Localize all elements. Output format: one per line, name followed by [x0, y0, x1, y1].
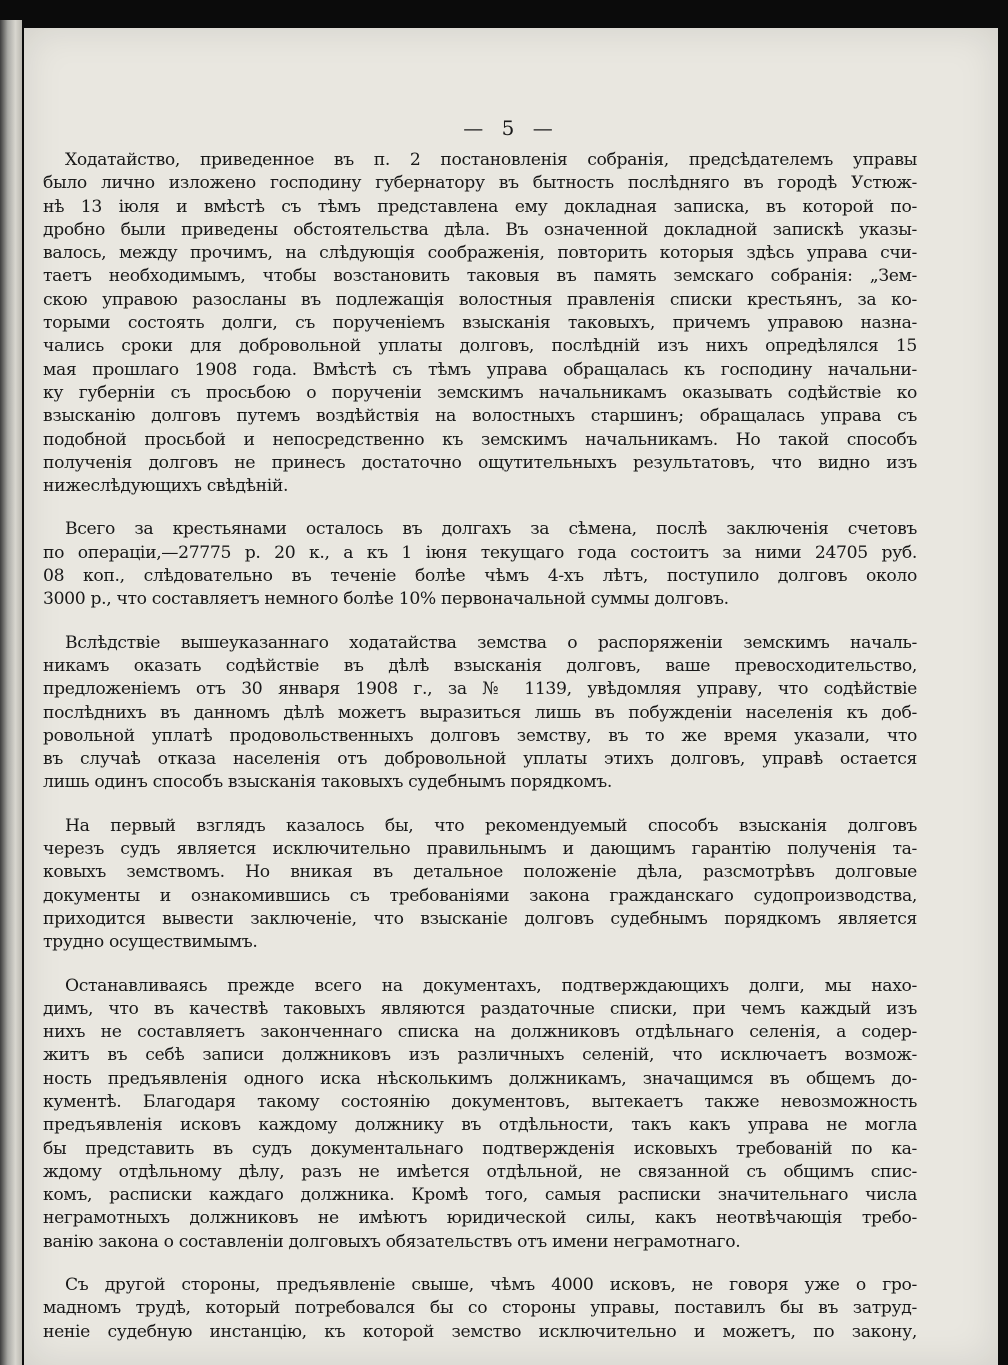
text-line: неграмотныхъ должниковъ не имѣютъ юридической силы, какъ неотвѣчающія требо-	[43, 1208, 917, 1229]
document-page	[24, 28, 998, 1365]
text-line: Останавливаясь прежде всего на документахъ, подтверждающихъ долги, мы нахо-	[65, 975, 917, 996]
text-line: полученія долговъ не принесъ достаточно ощутительныхъ результатовъ, что видно изъ	[43, 452, 917, 473]
text-line: димъ, что въ качествѣ таковыхъ являются раздаточные списки, при чемъ каждый изъ	[43, 998, 917, 1019]
text-line: нѣ 13 іюля и вмѣстѣ съ тѣмъ представлена ему докладная записка, въ которой по-	[43, 196, 917, 217]
text-line: въ случаѣ отказа населенія отъ добровольной уплаты этихъ долговъ, управѣ остается	[43, 749, 917, 770]
text-line: ванію закона о составленіи долговыхъ обязательствъ отъ имени неграмотнаго.	[43, 1231, 741, 1252]
text-line: документы и ознакомившись съ требованіями закона гражданскаго судопроизводства,	[43, 885, 917, 906]
text-line: Ходатайство, приведенное въ п. 2 постановленія собранія, предсѣдателемъ управы	[65, 150, 917, 170]
text-line: комъ, расписки каждаго должника. Кромѣ того, самыя расписки значительнаго числа	[43, 1185, 917, 1206]
text-line: подобной просьбой и непосредственно къ земскимъ начальникамъ. Но такой способъ	[43, 429, 917, 450]
text-line: бы представить въ судъ документальнаго подтвержденія исковыхъ требованій по ка-	[43, 1138, 917, 1159]
text-line: таетъ необходимымъ, чтобы возстановить таковыя въ память земскаго собранія: „Зем-	[43, 266, 917, 287]
text-line: Съ другой стороны, предъявленіе свыше, чѣмъ 4000 исковъ, не говоря уже о гро-	[65, 1275, 917, 1296]
text-line: нихъ не составляетъ законченнаго списка на должниковъ отдѣльнаго селенія, а содер-	[43, 1022, 917, 1043]
text-line: трудно осуществимымъ.	[43, 932, 258, 953]
text-line: предъявленія исковъ каждому должнику въ отдѣльности, такъ какъ управа не могла	[43, 1115, 917, 1136]
text-line: никамъ оказать содѣйствіе въ дѣлѣ взысканія долговъ, ваше превосходительство,	[43, 655, 917, 676]
text-line: ку губерніи съ просьбою о порученіи земскимъ начальникамъ оказывать содѣйствіе ко	[43, 382, 917, 403]
text-line: предложеніемъ отъ 30 января 1908 г., за № 1139, увѣдомляя управу, что содѣйствіе	[43, 679, 917, 700]
text-line: скою управою разосланы въ подлежащія волостныя правленія списки крестьянъ, за ко-	[43, 289, 917, 310]
text-line: чались сроки для добровольной уплаты долговъ, послѣдній изъ нихъ опредѣлялся 15	[43, 336, 917, 357]
text-line: неніе судебную инстанцію, къ которой земство исключительно и можетъ, по закону,	[43, 1321, 917, 1342]
text-line: нижеслѣдующихъ свѣдѣній.	[43, 476, 289, 497]
paragraph	[43, 815, 917, 955]
text-line: житъ въ себѣ записи должниковъ изъ различныхъ селеній, что исключаетъ возмож-	[43, 1045, 917, 1066]
body-text	[43, 149, 917, 1344]
text-line: ность предъявленія одного иска нѣсколькимъ должникамъ, значащимся въ общемъ до-	[43, 1068, 917, 1089]
text-line: 3000 р., что составляетъ немного болѣе 10% первоначальной суммы долговъ.	[43, 589, 729, 610]
paragraph	[43, 518, 917, 611]
text-line: ждому отдѣльному дѣлу, разъ не имѣется отдѣльной, не связанной съ общимъ спис-	[43, 1161, 917, 1182]
text-line: 08 коп., слѣдовательно въ теченіе болѣе чѣмъ 4-хъ лѣтъ, поступило долговъ около	[43, 566, 917, 587]
text-line: торыми состоять долги, съ порученіемъ взысканія таковыхъ, причемъ управою назна-	[43, 313, 917, 334]
previous-page-edge	[0, 20, 22, 1365]
text-line: послѣднихъ въ данномъ дѣлѣ можетъ выразиться лишь въ побужденіи населенія къ доб-	[43, 702, 917, 723]
text-line: кументѣ. Благодаря такому состоянію документовъ, вытекаетъ также невозможность	[43, 1091, 917, 1112]
text-line: приходится вывести заключеніе, что взысканіе долговъ судебнымъ порядкомъ является	[43, 908, 917, 929]
text-line: Вслѣдствіе вышеуказаннаго ходатайства земства о распоряженіи земскимъ началь-	[65, 632, 917, 653]
text-line: мадномъ трудѣ, который потребовался бы со стороны управы, поставилъ бы въ затруд-	[43, 1298, 917, 1319]
paragraph	[43, 975, 917, 1255]
text-line: взысканію долговъ путемъ воздѣйствія на волостныхъ старшинъ; обращалась управа съ	[43, 406, 917, 427]
text-line: ковыхъ земствомъ. Но вникая въ детальное положеніе дѣла, разсмотрѣвъ долговые	[43, 862, 917, 883]
text-line: было лично изложено господину губернатору въ бытность послѣдняго въ городѣ Устюж-	[43, 173, 917, 194]
text-line: черезъ судъ является исключительно правильнымъ и дающимъ гарантію полученія та-	[43, 839, 917, 860]
text-line: На первый взглядъ казалось бы, что рекомендуемый способъ взысканія долговъ	[65, 815, 917, 836]
text-line: ровольной уплатѣ продовольственныхъ долговъ земству, въ то же время указали, что	[43, 725, 917, 746]
text-line: валось, между прочимъ, на слѣдующія соображенія, повторить которыя здѣсь управа счи-	[43, 243, 917, 264]
text-line: дробно были приведены обстоятельства дѣла. Въ означенной докладной запискѣ указы-	[43, 219, 917, 240]
text-line: Всего за крестьянами осталось въ долгахъ за сѣмена, послѣ заключенія счетовъ	[65, 519, 917, 540]
paragraph	[43, 149, 917, 498]
paragraph	[43, 632, 917, 795]
text-line: по операціи,—27775 р. 20 к., а къ 1 іюня текущаго года состоитъ за ними 24705 руб.	[43, 542, 917, 563]
page-number: — 5 —	[463, 116, 559, 140]
paragraph	[43, 1274, 917, 1344]
text-line: лишь одинъ способъ взысканія таковыхъ судебнымъ порядкомъ.	[43, 772, 612, 793]
text-line: мая прошлаго 1908 года. Вмѣстѣ съ тѣмъ управа обращалась къ господину начальни-	[43, 359, 917, 380]
